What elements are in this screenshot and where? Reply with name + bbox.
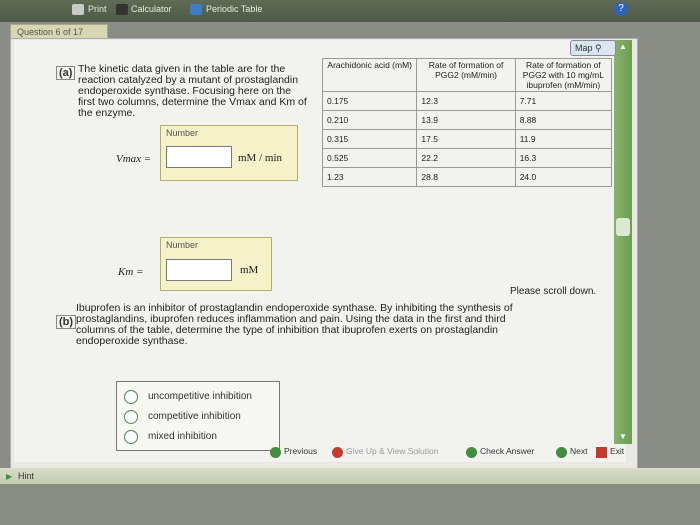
part-a-text	[78, 64, 328, 119]
previous-button[interactable]: Previous	[284, 446, 318, 456]
exit-button[interactable]: Exit	[610, 446, 625, 456]
part-b-line: prostaglandins, ibuprofen reduces inflammation and pain. Using the data in the first and third	[76, 313, 506, 325]
vmax-unit: mM / min	[238, 152, 283, 164]
map-button[interactable]	[570, 40, 616, 56]
table-cell: 0.315	[323, 130, 417, 149]
table-cell: 11.9	[515, 130, 611, 149]
table-cell: 17.5	[417, 130, 515, 149]
part-a-line: reaction catalyzed by a mutant of prostaglandin	[78, 74, 299, 86]
km-symbol: Km =	[118, 266, 144, 278]
table-cell: 7.71	[515, 92, 611, 111]
previous-icon[interactable]	[270, 447, 281, 458]
part-b-line: columns of the table, determine the type of inhibition that ibuprofen exerts on prostaglandin	[76, 324, 499, 336]
printer-icon[interactable]	[72, 4, 84, 15]
part-a-line: first two columns, determine the Vmax and Km of	[78, 96, 307, 108]
part-b-text	[76, 303, 616, 347]
radio-competitive[interactable]	[124, 410, 138, 424]
table-cell: 0.210	[323, 111, 417, 130]
table-row	[323, 111, 612, 130]
table-cell: 1.23	[323, 168, 417, 187]
part-b-line: Ibuprofen is an inhibitor of prostaglandin endoperoxide synthase. By inhibiting the synthesis of	[76, 302, 513, 314]
option-label[interactable]: competitive inhibition	[148, 411, 241, 422]
check-icon[interactable]	[466, 447, 477, 458]
map-icon: ⚲	[595, 43, 602, 53]
exit-icon[interactable]	[596, 447, 607, 458]
table-cell: 22.2	[417, 149, 515, 168]
table-cell: 13.9	[417, 111, 515, 130]
table-row	[323, 130, 612, 149]
table-header: Arachidonic acid (mM)	[323, 59, 417, 92]
hint-button[interactable]: Hint	[18, 471, 35, 481]
give-up-icon[interactable]	[332, 447, 343, 458]
vmax-input[interactable]	[166, 146, 232, 168]
print-button[interactable]: Print	[88, 4, 107, 14]
radio-mixed[interactable]	[124, 430, 138, 444]
table-cell: 12.3	[417, 92, 515, 111]
vmax-number-label: Number	[166, 128, 199, 138]
question-tab: Question 6 of 17	[10, 24, 108, 39]
km-input[interactable]	[166, 259, 232, 281]
table-header-row	[323, 59, 612, 92]
part-a-line: the enzyme.	[78, 107, 136, 119]
table-cell: 24.0	[515, 168, 611, 187]
scroll-down-icon[interactable]: ▼	[619, 432, 627, 441]
option-label[interactable]: uncompetitive inhibition	[148, 391, 252, 402]
table-cell: 28.8	[417, 168, 515, 187]
radio-uncompetitive[interactable]	[124, 390, 138, 404]
part-b-label: (b)	[56, 315, 76, 329]
part-a-line: endoperoxide synthase. Focusing here on the	[78, 85, 292, 97]
calculator-button[interactable]: Calculator	[131, 4, 172, 14]
scroll-up-icon[interactable]: ▲	[619, 42, 627, 51]
hint-bar	[0, 468, 700, 484]
give-up-button[interactable]: Give Up & View Solution	[346, 446, 439, 456]
table-cell: 16.3	[515, 149, 611, 168]
table-cell: 0.175	[323, 92, 417, 111]
next-icon[interactable]	[556, 447, 567, 458]
table-row	[323, 92, 612, 111]
part-a-label: (a)	[56, 66, 75, 80]
scroll-note: Please scroll down.	[510, 286, 597, 297]
hint-arrow-icon[interactable]: ▶	[6, 472, 13, 481]
check-answer-button[interactable]: Check Answer	[480, 446, 535, 456]
scrollbar-thumb[interactable]	[616, 218, 630, 236]
next-button[interactable]: Next	[570, 446, 588, 456]
option-label[interactable]: mixed inhibition	[148, 431, 217, 442]
scrollbar[interactable]	[614, 40, 632, 444]
periodic-table-icon[interactable]	[190, 4, 202, 15]
km-unit: mM	[240, 264, 259, 276]
table-cell: 8.88	[515, 111, 611, 130]
help-icon[interactable]: ?	[614, 2, 628, 16]
map-label: Map	[575, 43, 593, 53]
calculator-icon[interactable]	[116, 4, 128, 15]
periodic-table-button[interactable]: Periodic Table	[206, 4, 263, 14]
table-header: Rate of formation of PGG2 (mM/min)	[417, 59, 515, 92]
part-b-line: endoperoxide synthase.	[76, 335, 188, 347]
vmax-symbol: Vmax =	[116, 153, 152, 165]
kinetic-data-table	[322, 58, 612, 187]
table-row	[323, 168, 612, 187]
table-header: Rate of formation of PGG2 with 10 mg/mL ibuprofen (mM/min)	[515, 59, 611, 92]
km-number-label: Number	[166, 240, 199, 250]
table-cell: 0.525	[323, 149, 417, 168]
part-a-line: The kinetic data given in the table are for the	[78, 63, 286, 75]
table-row	[323, 149, 612, 168]
